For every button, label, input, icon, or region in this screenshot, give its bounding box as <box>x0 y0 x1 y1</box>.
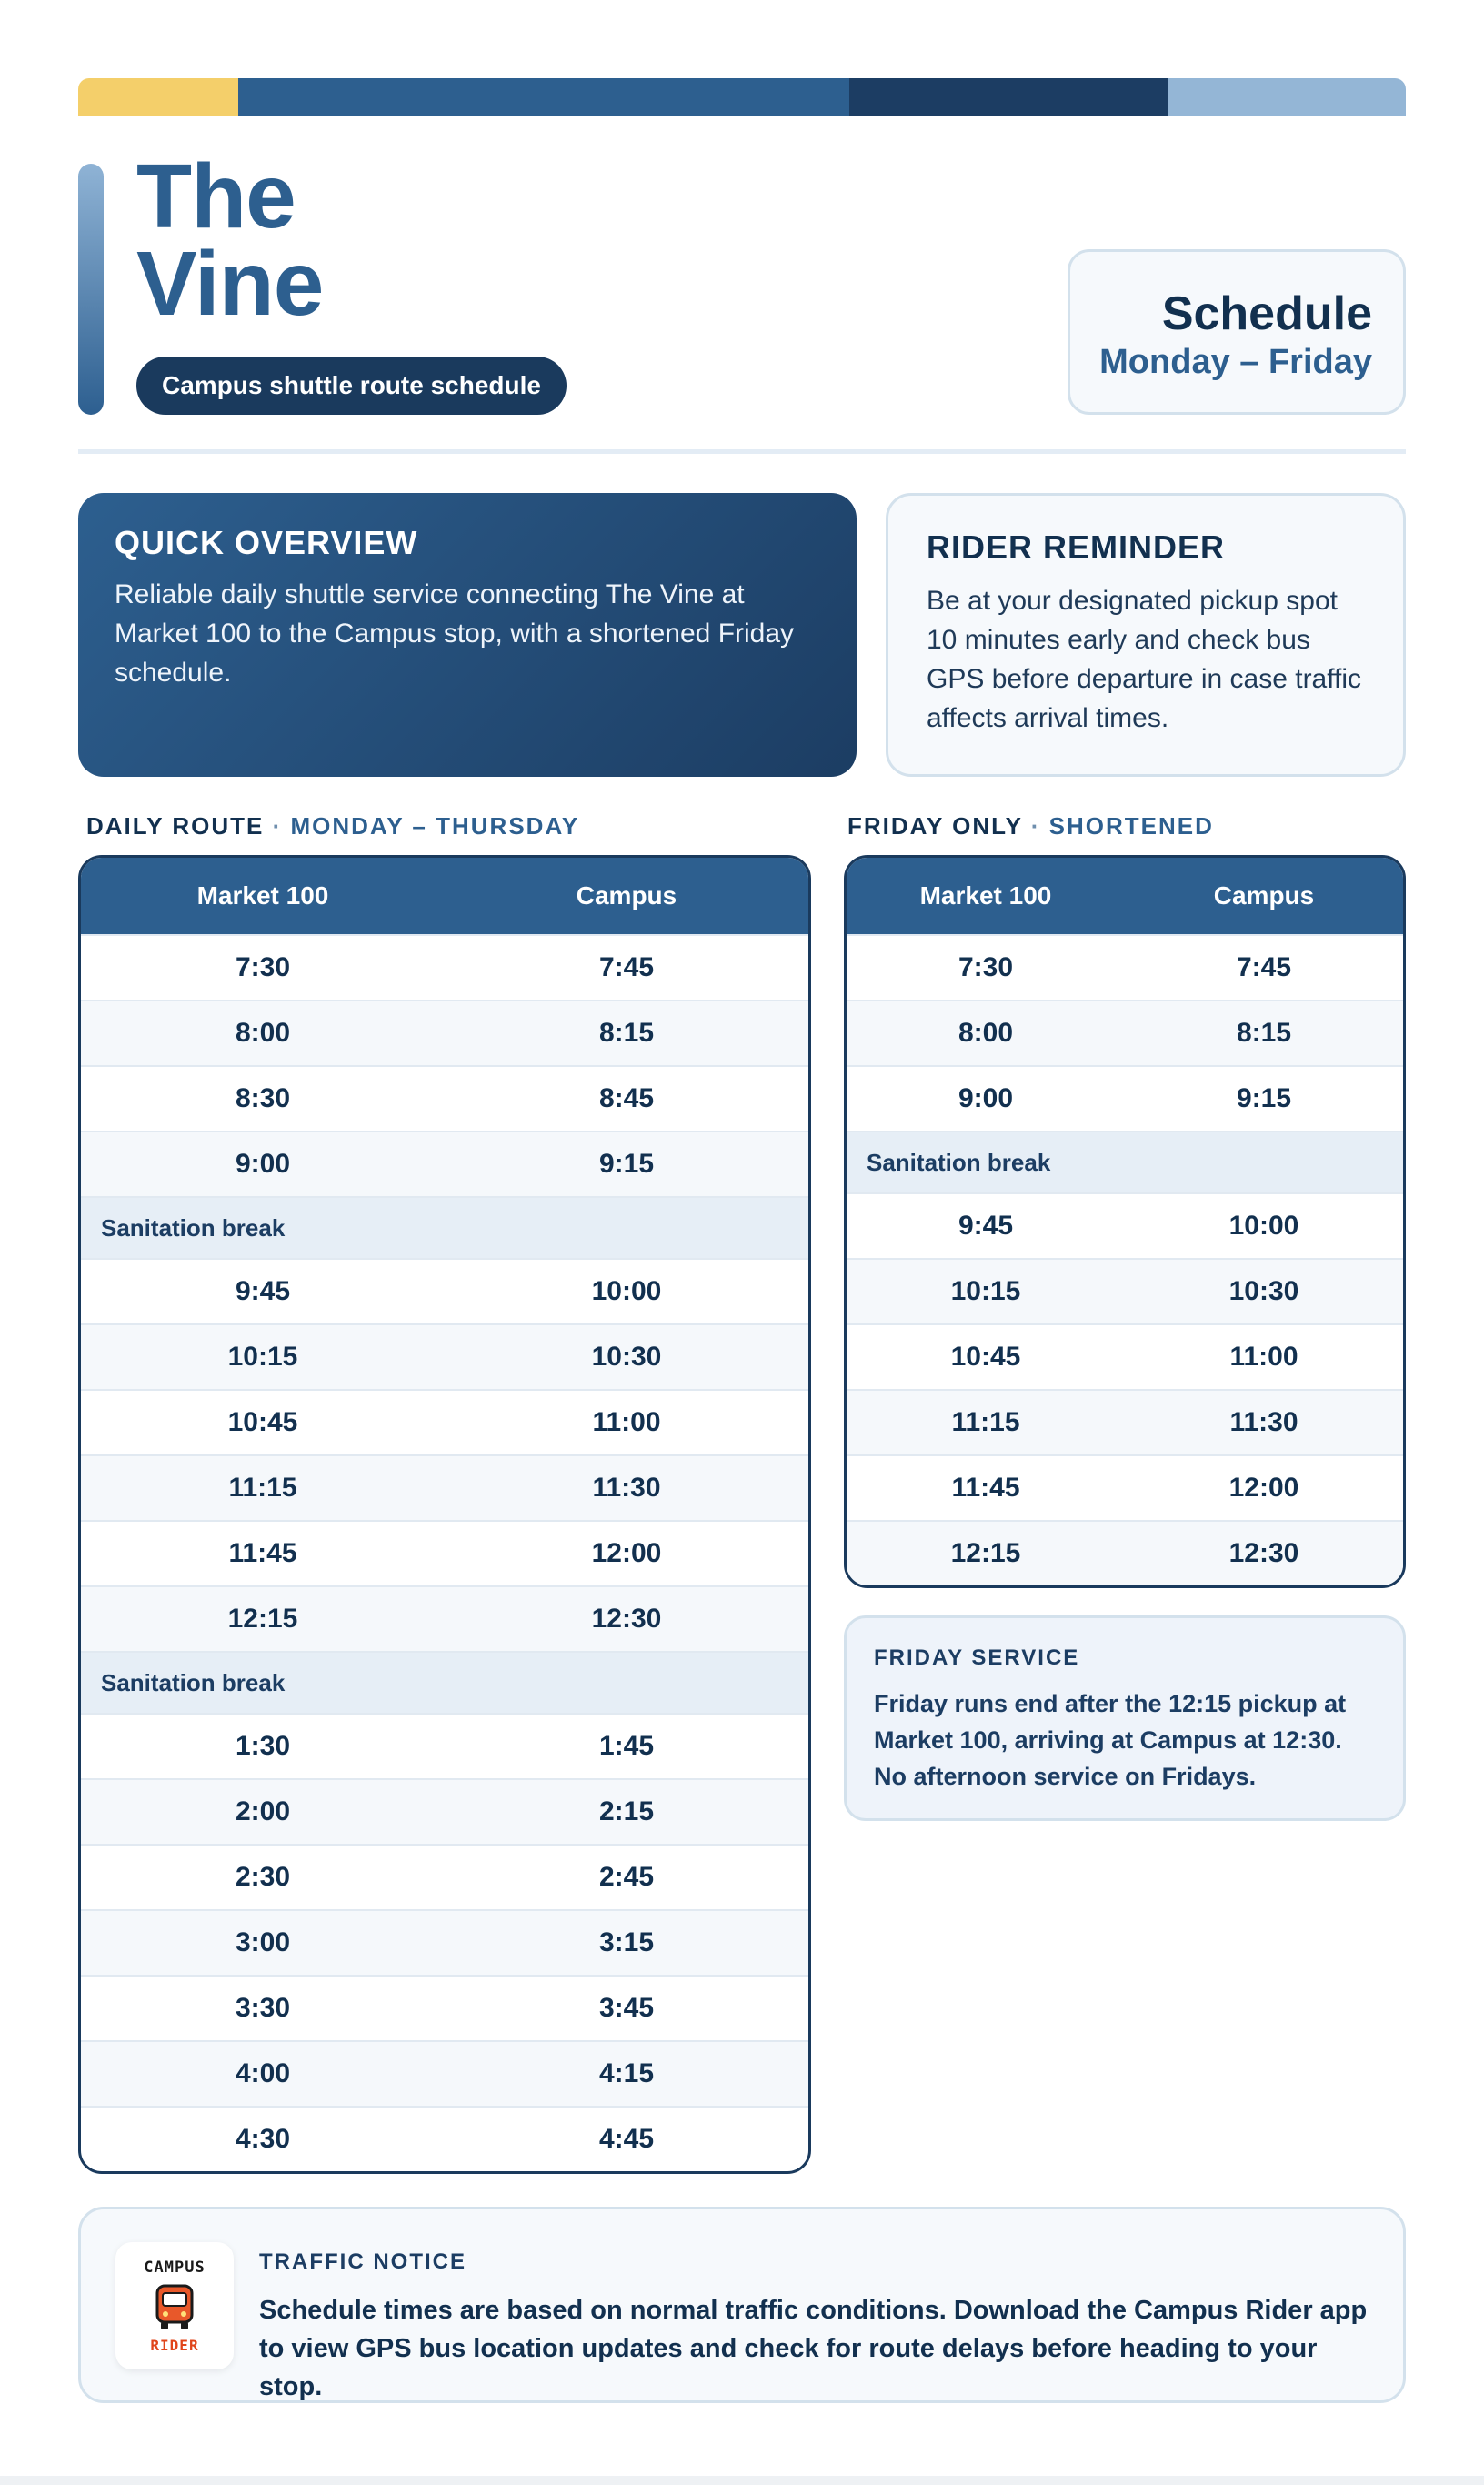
campus-time: 10:30 <box>591 1342 662 1372</box>
traffic-notice-text: Schedule times are based on normal traffic conditions. Download the Campus Rider app to view GPS bus location updates and check for route delays before heading to your stop. <box>259 2296 1368 2401</box>
table-row <box>81 1778 808 1844</box>
table-header <box>81 858 808 934</box>
market-100-time: 10:45 <box>950 1342 1021 1372</box>
campus-time: 11:30 <box>1229 1407 1298 1437</box>
market-100-time: 9:00 <box>235 1149 291 1179</box>
sanitation-break-row: Sanitation break <box>847 1131 1403 1192</box>
campus-time: 3:15 <box>598 1927 655 1957</box>
market-100-time: 12:15 <box>227 1604 298 1634</box>
column-header-campus: Campus <box>576 881 677 910</box>
table-row <box>81 1131 808 1196</box>
sanitation-break-row: Sanitation break <box>81 1651 808 1713</box>
table-row <box>847 1323 1403 1389</box>
campus-time: 2:15 <box>598 1796 655 1826</box>
bottom-strip <box>0 2476 1484 2485</box>
header-divider <box>78 449 1406 454</box>
market-100-time: 3:30 <box>235 1993 291 2023</box>
market-100-time: 8:00 <box>958 1018 1014 1048</box>
campus-rider-logo: CAMPUS RIDER <box>115 2242 234 2369</box>
market-100-time: 10:15 <box>950 1276 1021 1306</box>
campus-time: 9:15 <box>1236 1083 1292 1113</box>
friday-note-heading: FRIDAY SERVICE <box>874 1645 1080 1670</box>
friday-route-label: FRIDAY ONLY · SHORTENED <box>847 812 1214 840</box>
column-header-market-100: Market 100 <box>919 881 1052 910</box>
campus-time: 11:00 <box>592 1407 661 1437</box>
table-row <box>81 934 808 1000</box>
market-100-time: 9:00 <box>958 1083 1014 1113</box>
campus-time: 8:15 <box>598 1018 655 1048</box>
reminder-text: Be at your designated pickup spot 10 minutes early and check bus GPS before departure in case traffic affects arrival times. <box>927 586 1362 733</box>
market-100-time: 10:15 <box>227 1342 298 1372</box>
title-line-1: The <box>136 146 296 247</box>
market-100-time: 4:30 <box>235 2124 291 2154</box>
market-100-time: 12:15 <box>950 1538 1021 1568</box>
campus-time: 12:00 <box>591 1538 662 1568</box>
table-row <box>81 2106 808 2171</box>
schedule-heading: Schedule <box>1161 287 1372 340</box>
market-100-time: 3:00 <box>235 1927 291 1957</box>
overview-text: Reliable daily shuttle service connecting The Vine at Market 100 to the Campus stop, with a shortened Friday schedule. <box>115 579 795 688</box>
campus-time: 8:45 <box>598 1083 655 1113</box>
title-line-2: Vine <box>136 233 324 335</box>
table-row <box>847 1454 1403 1520</box>
market-100-time: 9:45 <box>235 1276 291 1306</box>
table-row <box>847 1192 1403 1258</box>
table-row <box>81 1454 808 1520</box>
market-100-time: 2:30 <box>235 1862 291 1892</box>
table-row <box>847 1258 1403 1323</box>
campus-time: 2:45 <box>598 1862 655 1892</box>
daily-route-label: DAILY ROUTE · MONDAY – THURSDAY <box>86 812 580 840</box>
friday-service-note <box>844 1615 1406 1821</box>
campus-time: 9:15 <box>598 1149 655 1179</box>
friday-schedule-table <box>844 855 1406 1588</box>
schedule-days-card <box>1068 249 1406 415</box>
table-row <box>81 1844 808 1909</box>
daily-schedule-table <box>78 855 811 2174</box>
title-accent-rule <box>78 164 104 415</box>
rider-reminder-card <box>886 493 1406 777</box>
market-100-time: 8:00 <box>235 1018 291 1048</box>
market-100-time: 4:00 <box>235 2058 291 2088</box>
table-row <box>81 2040 808 2106</box>
table-row <box>81 1258 808 1323</box>
table-row <box>847 1000 1403 1065</box>
column-header-campus: Campus <box>1213 881 1315 910</box>
traffic-notice-heading: TRAFFIC NOTICE <box>259 2249 466 2274</box>
market-100-time: 11:15 <box>951 1407 1020 1437</box>
campus-time: 12:00 <box>1228 1473 1299 1503</box>
campus-time: 3:45 <box>598 1993 655 2023</box>
campus-time: 11:00 <box>1229 1342 1298 1372</box>
traffic-notice-card <box>78 2207 1406 2403</box>
market-100-time: 11:45 <box>228 1538 297 1568</box>
market-100-time: 9:45 <box>958 1211 1014 1241</box>
sanitation-break-row: Sanitation break <box>81 1196 808 1258</box>
campus-time: 7:45 <box>1236 952 1292 982</box>
quick-overview-card <box>78 493 857 777</box>
table-row <box>81 1909 808 1975</box>
campus-time: 10:30 <box>1228 1276 1299 1306</box>
table-row <box>81 1000 808 1065</box>
market-100-time: 8:30 <box>235 1083 291 1113</box>
top-color-bar <box>78 78 1406 116</box>
column-header-market-100: Market 100 <box>196 881 329 910</box>
reminder-heading: RIDER REMINDER <box>927 528 1226 566</box>
campus-time: 4:45 <box>598 2124 655 2154</box>
campus-time: 12:30 <box>591 1604 662 1634</box>
table-row <box>847 1389 1403 1454</box>
table-row <box>81 1585 808 1651</box>
market-100-time: 2:00 <box>235 1796 291 1826</box>
table-row <box>81 1389 808 1454</box>
campus-time: 10:00 <box>591 1276 662 1306</box>
market-100-time: 7:30 <box>235 952 291 982</box>
overview-heading: QUICK OVERVIEW <box>115 524 418 561</box>
market-100-time: 1:30 <box>235 1731 291 1761</box>
market-100-time: 11:15 <box>228 1473 297 1503</box>
campus-time: 8:15 <box>1236 1018 1292 1048</box>
campus-time: 10:00 <box>1228 1211 1299 1241</box>
page-title <box>136 146 324 335</box>
campus-time: 4:15 <box>598 2058 655 2088</box>
table-row <box>81 1975 808 2040</box>
table-row <box>81 1713 808 1778</box>
table-row <box>81 1520 808 1585</box>
table-row <box>847 1520 1403 1585</box>
market-100-time: 11:45 <box>951 1473 1020 1503</box>
market-100-time: 7:30 <box>958 952 1014 982</box>
table-row <box>847 934 1403 1000</box>
campus-time: 11:30 <box>592 1473 661 1503</box>
market-100-time: 10:45 <box>227 1407 298 1437</box>
bus-icon <box>154 2282 196 2333</box>
subtitle-badge: Campus shuttle route schedule <box>136 357 567 415</box>
table-row <box>81 1065 808 1131</box>
table-row <box>847 1065 1403 1131</box>
campus-time: 7:45 <box>598 952 655 982</box>
campus-time: 12:30 <box>1228 1538 1299 1568</box>
table-row <box>81 1323 808 1389</box>
friday-note-text: Friday runs end after the 12:15 pickup at Market 100, arriving at Campus at 12:30. No afternoon service on Fridays. <box>874 1690 1347 1790</box>
schedule-days: Monday – Friday <box>1099 343 1372 381</box>
table-header <box>847 858 1403 934</box>
campus-time: 1:45 <box>598 1731 655 1761</box>
